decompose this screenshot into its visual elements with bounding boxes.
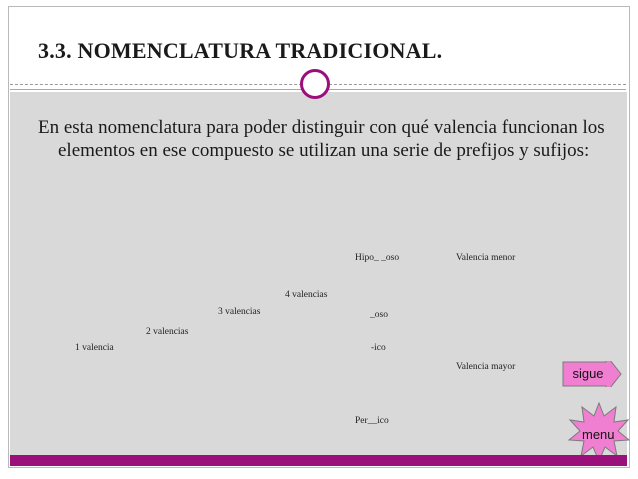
label-4-valencias: 4 valencias	[285, 290, 328, 300]
slide-title: 3.3. NOMENCLATURA TRADICIONAL.	[38, 38, 443, 63]
label-valencia-menor: Valencia menor	[456, 253, 516, 263]
sigue-button[interactable]	[562, 361, 622, 387]
label-oso: _oso	[370, 310, 388, 320]
label-1-valencia: 1 valencia	[75, 343, 114, 353]
label-2-valencias: 2 valencias	[146, 327, 189, 337]
label-valencia-mayor: Valencia mayor	[456, 362, 516, 372]
menu-button[interactable]	[568, 402, 630, 462]
footer-accent-bar	[10, 455, 627, 466]
label-per-ico: Per__ico	[355, 416, 389, 426]
body-line-3: utilizan una serie de prefijos y sufijos:	[299, 140, 590, 161]
slide-body-text	[38, 116, 618, 162]
body-line-1: En esta nomenclatura para poder distinguir con qué	[38, 117, 429, 138]
label-3-valencias: 3 valencias	[218, 307, 261, 317]
body-line-2: valencia funcionan los elementos en ese compuesto se	[58, 117, 605, 161]
label-ico: -ico	[371, 343, 386, 353]
circle-ornament-icon	[300, 69, 330, 99]
label-hipo-oso: Hipo_ _oso	[355, 253, 400, 263]
menu-label: menu	[582, 427, 615, 442]
sigue-label: sigue	[572, 366, 604, 381]
